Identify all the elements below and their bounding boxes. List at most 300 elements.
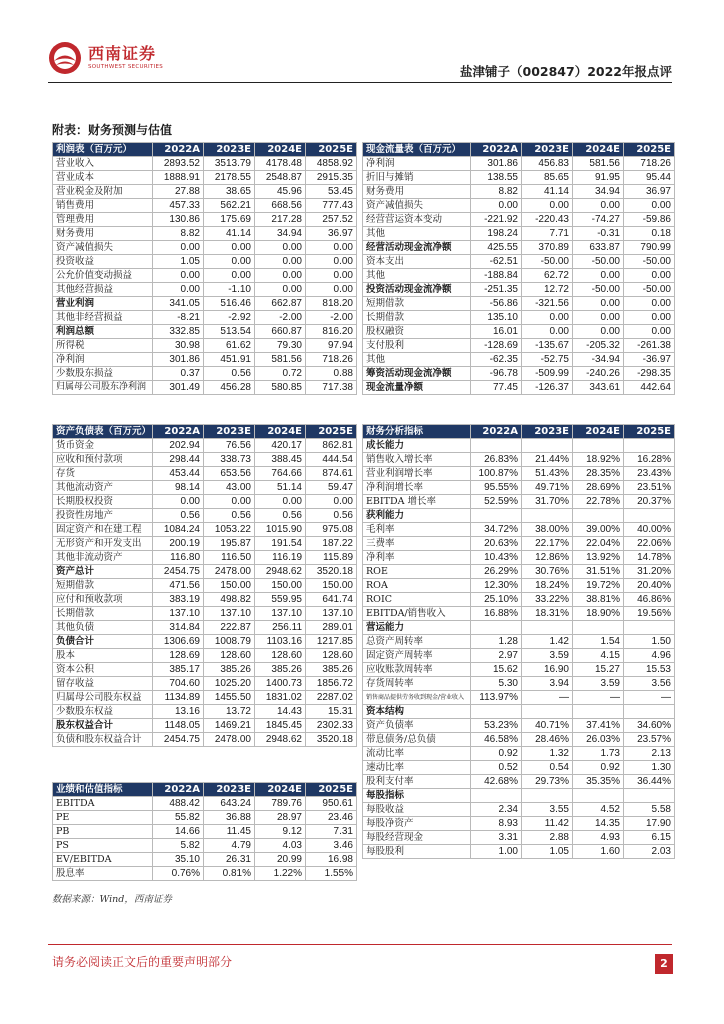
- table-row: [53, 171, 357, 185]
- value-cell: 51.14: [255, 481, 306, 495]
- value-cell: 61.62: [204, 339, 255, 353]
- value-cell: 456.83: [522, 157, 573, 171]
- value-cell: 789.76: [255, 797, 306, 811]
- value-cell: 0.00: [306, 255, 357, 269]
- row-label: 净利润: [363, 157, 471, 171]
- logo-chinese-name: 西南证券: [88, 44, 157, 63]
- row-label: PB: [53, 825, 153, 839]
- table-row: [363, 453, 675, 467]
- table-row: [53, 297, 357, 311]
- value-cell: 137.10: [306, 607, 357, 621]
- value-cell: -251.35: [471, 283, 522, 297]
- value-cell: 0.00: [153, 283, 204, 297]
- value-cell: 1025.20: [204, 677, 255, 691]
- row-label: 营业利润: [53, 297, 153, 311]
- value-cell: 298.44: [153, 453, 204, 467]
- row-label: 其他负债: [53, 621, 153, 635]
- table-row: [53, 607, 357, 621]
- value-cell: 150.00: [255, 579, 306, 593]
- value-cell: 13.92%: [573, 551, 624, 565]
- value-cell: 704.60: [153, 677, 204, 691]
- value-cell: 816.20: [306, 325, 357, 339]
- value-cell: 0.00: [255, 255, 306, 269]
- table-row: [53, 867, 357, 881]
- value-cell: 18.24%: [522, 579, 573, 593]
- value-cell: 425.55: [471, 241, 522, 255]
- value-cell: 15.31: [306, 705, 357, 719]
- value-cell: 0.00: [153, 241, 204, 255]
- value-cell: 643.24: [204, 797, 255, 811]
- value-cell: 115.89: [306, 551, 357, 565]
- table-row: [363, 311, 675, 325]
- row-label: 存货周转率: [363, 677, 471, 691]
- value-cell: 13.16: [153, 705, 204, 719]
- value-cell: 38.65: [204, 185, 255, 199]
- row-label: 销售费用: [53, 199, 153, 213]
- value-cell: 97.94: [306, 339, 357, 353]
- table-row: [363, 495, 675, 509]
- value-cell: 4.15: [573, 649, 624, 663]
- year-header: 2024E: [573, 425, 624, 439]
- value-cell: 40.71%: [522, 719, 573, 733]
- row-label: 存货: [53, 467, 153, 481]
- value-cell: 1084.24: [153, 523, 204, 537]
- value-cell: [624, 439, 675, 453]
- value-cell: —: [573, 691, 624, 705]
- row-label: 投资收益: [53, 255, 153, 269]
- value-cell: 22.78%: [573, 495, 624, 509]
- value-cell: 3513.79: [204, 157, 255, 171]
- table-row: [53, 565, 357, 579]
- table-row: [363, 227, 675, 241]
- value-cell: 195.87: [204, 537, 255, 551]
- table-row: [363, 691, 675, 705]
- value-cell: 36.88: [204, 811, 255, 825]
- row-label: 经营活动现金流净额: [363, 241, 471, 255]
- value-cell: -8.21: [153, 311, 204, 325]
- table-row: [53, 635, 357, 649]
- row-label: 营业成本: [53, 171, 153, 185]
- row-label: 资本结构: [363, 705, 471, 719]
- row-label: 营业税金及附加: [53, 185, 153, 199]
- row-label: 股权融资: [363, 325, 471, 339]
- value-cell: 8.82: [471, 185, 522, 199]
- value-cell: 14.66: [153, 825, 204, 839]
- row-label: EBITDA/销售收入: [363, 607, 471, 621]
- row-label: 现金流量净额: [363, 381, 471, 395]
- row-label: 净利率: [363, 551, 471, 565]
- value-cell: 30.76%: [522, 565, 573, 579]
- value-cell: 256.11: [255, 621, 306, 635]
- value-cell: 18.31%: [522, 607, 573, 621]
- table-row: [53, 495, 357, 509]
- table-row: [53, 839, 357, 853]
- row-label: 其他: [363, 227, 471, 241]
- row-label: 总资产周转率: [363, 635, 471, 649]
- value-cell: 137.10: [153, 607, 204, 621]
- table-row: [53, 213, 357, 227]
- value-cell: 23.46: [306, 811, 357, 825]
- value-cell: 42.68%: [471, 775, 522, 789]
- value-cell: 16.90: [522, 663, 573, 677]
- value-cell: 2287.02: [306, 691, 357, 705]
- value-cell: 0.00: [306, 241, 357, 255]
- value-cell: 41.14: [522, 185, 573, 199]
- income-statement-table: [52, 142, 357, 395]
- value-cell: 34.94: [255, 227, 306, 241]
- table-row: [53, 241, 357, 255]
- table-title: 财务分析指标: [363, 425, 471, 439]
- row-label: 筹资活动现金流净额: [363, 367, 471, 381]
- table-row: [53, 269, 357, 283]
- value-cell: 777.43: [306, 199, 357, 213]
- row-label: 其他: [363, 269, 471, 283]
- value-cell: 2302.33: [306, 719, 357, 733]
- value-cell: 0.88: [306, 367, 357, 381]
- table-row: [363, 241, 675, 255]
- value-cell: 718.26: [624, 157, 675, 171]
- row-label: 三费率: [363, 537, 471, 551]
- value-cell: 23.51%: [624, 481, 675, 495]
- value-cell: 1103.16: [255, 635, 306, 649]
- value-cell: 46.58%: [471, 733, 522, 747]
- table-header-row: [363, 425, 675, 439]
- value-cell: 36.44%: [624, 775, 675, 789]
- value-cell: 0.00: [624, 199, 675, 213]
- cash-flow-table: [362, 142, 675, 395]
- value-cell: 0.00: [153, 269, 204, 283]
- value-cell: 222.87: [204, 621, 255, 635]
- row-label: PE: [53, 811, 153, 825]
- value-cell: 1.32: [522, 747, 573, 761]
- row-label: 其他非经营损益: [53, 311, 153, 325]
- value-cell: 85.65: [522, 171, 573, 185]
- value-cell: 0.00: [471, 199, 522, 213]
- value-cell: 1831.02: [255, 691, 306, 705]
- row-label: 股利支付率: [363, 775, 471, 789]
- value-cell: 385.26: [306, 663, 357, 677]
- row-label: 利润总额: [53, 325, 153, 339]
- table-row: [53, 481, 357, 495]
- table-row: [363, 593, 675, 607]
- table-row: [53, 227, 357, 241]
- row-label: 股本: [53, 649, 153, 663]
- table-row: [363, 325, 675, 339]
- value-cell: 10.43%: [471, 551, 522, 565]
- value-cell: -240.26: [573, 367, 624, 381]
- value-cell: 457.33: [153, 199, 204, 213]
- value-cell: 0.37: [153, 367, 204, 381]
- value-cell: 874.61: [306, 467, 357, 481]
- value-cell: 41.14: [204, 227, 255, 241]
- value-cell: 2.03: [624, 845, 675, 859]
- year-header: 2022A: [153, 425, 204, 439]
- table-row: [53, 551, 357, 565]
- value-cell: 1008.79: [204, 635, 255, 649]
- value-cell: 14.78%: [624, 551, 675, 565]
- table-row: [53, 677, 357, 691]
- row-label: 其他: [363, 353, 471, 367]
- value-cell: 13.72: [204, 705, 255, 719]
- value-cell: 6.15: [624, 831, 675, 845]
- value-cell: 0.00: [306, 283, 357, 297]
- value-cell: 45.96: [255, 185, 306, 199]
- row-label: EV/EBITDA: [53, 853, 153, 867]
- table-row: [363, 761, 675, 775]
- value-cell: 52.59%: [471, 495, 522, 509]
- table-row: [53, 691, 357, 705]
- section-row: [363, 509, 675, 523]
- value-cell: 34.60%: [624, 719, 675, 733]
- value-cell: 1469.21: [204, 719, 255, 733]
- value-cell: 451.91: [204, 353, 255, 367]
- value-cell: 76.56: [204, 439, 255, 453]
- row-label: 每股净资产: [363, 817, 471, 831]
- value-cell: 343.61: [573, 381, 624, 395]
- value-cell: -52.75: [522, 353, 573, 367]
- value-cell: 8.82: [153, 227, 204, 241]
- value-cell: 1148.05: [153, 719, 204, 733]
- value-cell: -50.00: [573, 283, 624, 297]
- value-cell: 1134.89: [153, 691, 204, 705]
- table-row: [53, 453, 357, 467]
- value-cell: 442.64: [624, 381, 675, 395]
- value-cell: 1.54: [573, 635, 624, 649]
- value-cell: 383.19: [153, 593, 204, 607]
- value-cell: [624, 705, 675, 719]
- value-cell: -62.35: [471, 353, 522, 367]
- value-cell: 27.88: [153, 185, 204, 199]
- financial-ratios-table: [362, 424, 675, 859]
- value-cell: 5.82: [153, 839, 204, 853]
- valuation-table: [52, 782, 357, 881]
- year-header: 2025E: [306, 783, 357, 797]
- value-cell: 1.22%: [255, 867, 306, 881]
- value-cell: 191.54: [255, 537, 306, 551]
- value-cell: 19.72%: [573, 579, 624, 593]
- row-label: 带息债务/总负债: [363, 733, 471, 747]
- value-cell: 16.28%: [624, 453, 675, 467]
- row-label: 应收账款周转率: [363, 663, 471, 677]
- value-cell: 717.38: [306, 381, 357, 395]
- value-cell: -96.78: [471, 367, 522, 381]
- value-cell: 1.05: [522, 845, 573, 859]
- table-row: [53, 467, 357, 481]
- value-cell: 4.52: [573, 803, 624, 817]
- value-cell: 1455.50: [204, 691, 255, 705]
- table-row: [53, 853, 357, 867]
- value-cell: -298.35: [624, 367, 675, 381]
- row-label: 每股指标: [363, 789, 471, 803]
- value-cell: 0.00: [624, 297, 675, 311]
- value-cell: 14.35: [573, 817, 624, 831]
- value-cell: 301.86: [153, 353, 204, 367]
- value-cell: 150.00: [306, 579, 357, 593]
- row-label: 无形资产和开发支出: [53, 537, 153, 551]
- value-cell: 14.43: [255, 705, 306, 719]
- value-cell: 2478.00: [204, 733, 255, 747]
- value-cell: 3520.18: [306, 565, 357, 579]
- value-cell: 4.93: [573, 831, 624, 845]
- year-header: 2023E: [204, 143, 255, 157]
- value-cell: 187.22: [306, 537, 357, 551]
- value-cell: [573, 509, 624, 523]
- row-label: 营业收入: [53, 157, 153, 171]
- year-header: 2022A: [471, 425, 522, 439]
- value-cell: 3.59: [522, 649, 573, 663]
- table-row: [363, 157, 675, 171]
- table-row: [363, 635, 675, 649]
- table-row: [363, 381, 675, 395]
- year-header: 2024E: [255, 143, 306, 157]
- table-header-row: [53, 425, 357, 439]
- value-cell: 7.71: [522, 227, 573, 241]
- value-cell: -34.94: [573, 353, 624, 367]
- year-header: 2025E: [306, 425, 357, 439]
- year-header: 2022A: [153, 143, 204, 157]
- value-cell: 51.43%: [522, 467, 573, 481]
- value-cell: 420.17: [255, 439, 306, 453]
- value-cell: 0.00: [624, 325, 675, 339]
- row-label: 长期股权投资: [53, 495, 153, 509]
- value-cell: 0.00: [624, 311, 675, 325]
- value-cell: 0.00: [255, 283, 306, 297]
- table-row: [363, 213, 675, 227]
- table-row: [53, 439, 357, 453]
- value-cell: 0.00: [573, 199, 624, 213]
- value-cell: 0.00: [573, 311, 624, 325]
- row-label: 资本公积: [53, 663, 153, 677]
- value-cell: 0.52: [471, 761, 522, 775]
- row-label: 净利润: [53, 353, 153, 367]
- row-label: 投资活动现金流净额: [363, 283, 471, 297]
- value-cell: 975.08: [306, 523, 357, 537]
- row-label: 财务费用: [53, 227, 153, 241]
- table-row: [53, 255, 357, 269]
- value-cell: 95.55%: [471, 481, 522, 495]
- value-cell: 2893.52: [153, 157, 204, 171]
- row-label: 财务费用: [363, 185, 471, 199]
- row-label: 公允价值变动损益: [53, 269, 153, 283]
- row-label: EBITDA 增长率: [363, 495, 471, 509]
- table-row: [53, 283, 357, 297]
- report-title: 盐津铺子（002847）2022年报点评: [460, 64, 672, 79]
- value-cell: 1217.85: [306, 635, 357, 649]
- value-cell: 15.53: [624, 663, 675, 677]
- value-cell: 20.37%: [624, 495, 675, 509]
- row-label: 固定资产周转率: [363, 649, 471, 663]
- value-cell: 20.40%: [624, 579, 675, 593]
- value-cell: -128.69: [471, 339, 522, 353]
- row-label: 负债和股东权益合计: [53, 733, 153, 747]
- row-label: 营业利润增长率: [363, 467, 471, 481]
- value-cell: 62.72: [522, 269, 573, 283]
- value-cell: 20.63%: [471, 537, 522, 551]
- value-cell: 4.96: [624, 649, 675, 663]
- value-cell: 456.28: [204, 381, 255, 395]
- value-cell: —: [624, 691, 675, 705]
- value-cell: 453.44: [153, 467, 204, 481]
- value-cell: 43.00: [204, 481, 255, 495]
- row-label: 少数股东损益: [53, 367, 153, 381]
- year-header: 2025E: [624, 143, 675, 157]
- value-cell: 0.72: [255, 367, 306, 381]
- table-row: [53, 621, 357, 635]
- value-cell: -2.00: [306, 311, 357, 325]
- value-cell: 3520.18: [306, 733, 357, 747]
- value-cell: 1888.91: [153, 171, 204, 185]
- value-cell: 0.92: [573, 761, 624, 775]
- year-header: 2025E: [624, 425, 675, 439]
- row-label: 支付股利: [363, 339, 471, 353]
- balance-sheet-table: [52, 424, 357, 747]
- value-cell: 200.19: [153, 537, 204, 551]
- value-cell: [522, 439, 573, 453]
- value-cell: 0.54: [522, 761, 573, 775]
- table-header-row: [363, 143, 675, 157]
- value-cell: [573, 439, 624, 453]
- value-cell: 53.23%: [471, 719, 522, 733]
- table-row: [53, 797, 357, 811]
- value-cell: 0.00: [522, 311, 573, 325]
- value-cell: -0.31: [573, 227, 624, 241]
- row-label: ROIC: [363, 593, 471, 607]
- value-cell: 301.86: [471, 157, 522, 171]
- row-label: 成长能力: [363, 439, 471, 453]
- value-cell: -56.86: [471, 297, 522, 311]
- value-cell: [471, 439, 522, 453]
- value-cell: 1856.72: [306, 677, 357, 691]
- value-cell: -261.38: [624, 339, 675, 353]
- row-label: 资产减值损失: [53, 241, 153, 255]
- year-header: 2023E: [522, 143, 573, 157]
- table-row: [363, 269, 675, 283]
- value-cell: 0.81%: [204, 867, 255, 881]
- value-cell: 581.56: [255, 353, 306, 367]
- value-cell: 22.06%: [624, 537, 675, 551]
- value-cell: 55.82: [153, 811, 204, 825]
- value-cell: 332.85: [153, 325, 204, 339]
- year-header: 2024E: [255, 783, 306, 797]
- value-cell: 217.28: [255, 213, 306, 227]
- value-cell: 0.00: [255, 241, 306, 255]
- row-label: 销售商品提供劳务收到现金/营业收入: [363, 691, 471, 705]
- table-row: [363, 677, 675, 691]
- value-cell: 5.30: [471, 677, 522, 691]
- value-cell: 764.66: [255, 467, 306, 481]
- value-cell: -59.86: [624, 213, 675, 227]
- value-cell: 289.01: [306, 621, 357, 635]
- value-cell: 0.56: [204, 367, 255, 381]
- table-row: [363, 817, 675, 831]
- value-cell: 338.73: [204, 453, 255, 467]
- value-cell: [522, 509, 573, 523]
- table-row: [363, 663, 675, 677]
- value-cell: 46.86%: [624, 593, 675, 607]
- value-cell: 38.00%: [522, 523, 573, 537]
- value-cell: 3.46: [306, 839, 357, 853]
- value-cell: 2.88: [522, 831, 573, 845]
- value-cell: 12.30%: [471, 579, 522, 593]
- value-cell: 2454.75: [153, 565, 204, 579]
- appendix-title: 附表：财务预测与估值: [52, 123, 173, 137]
- value-cell: [522, 621, 573, 635]
- value-cell: 79.30: [255, 339, 306, 353]
- value-cell: 314.84: [153, 621, 204, 635]
- table-row: [53, 579, 357, 593]
- value-cell: 0.18: [624, 227, 675, 241]
- value-cell: 1053.22: [204, 523, 255, 537]
